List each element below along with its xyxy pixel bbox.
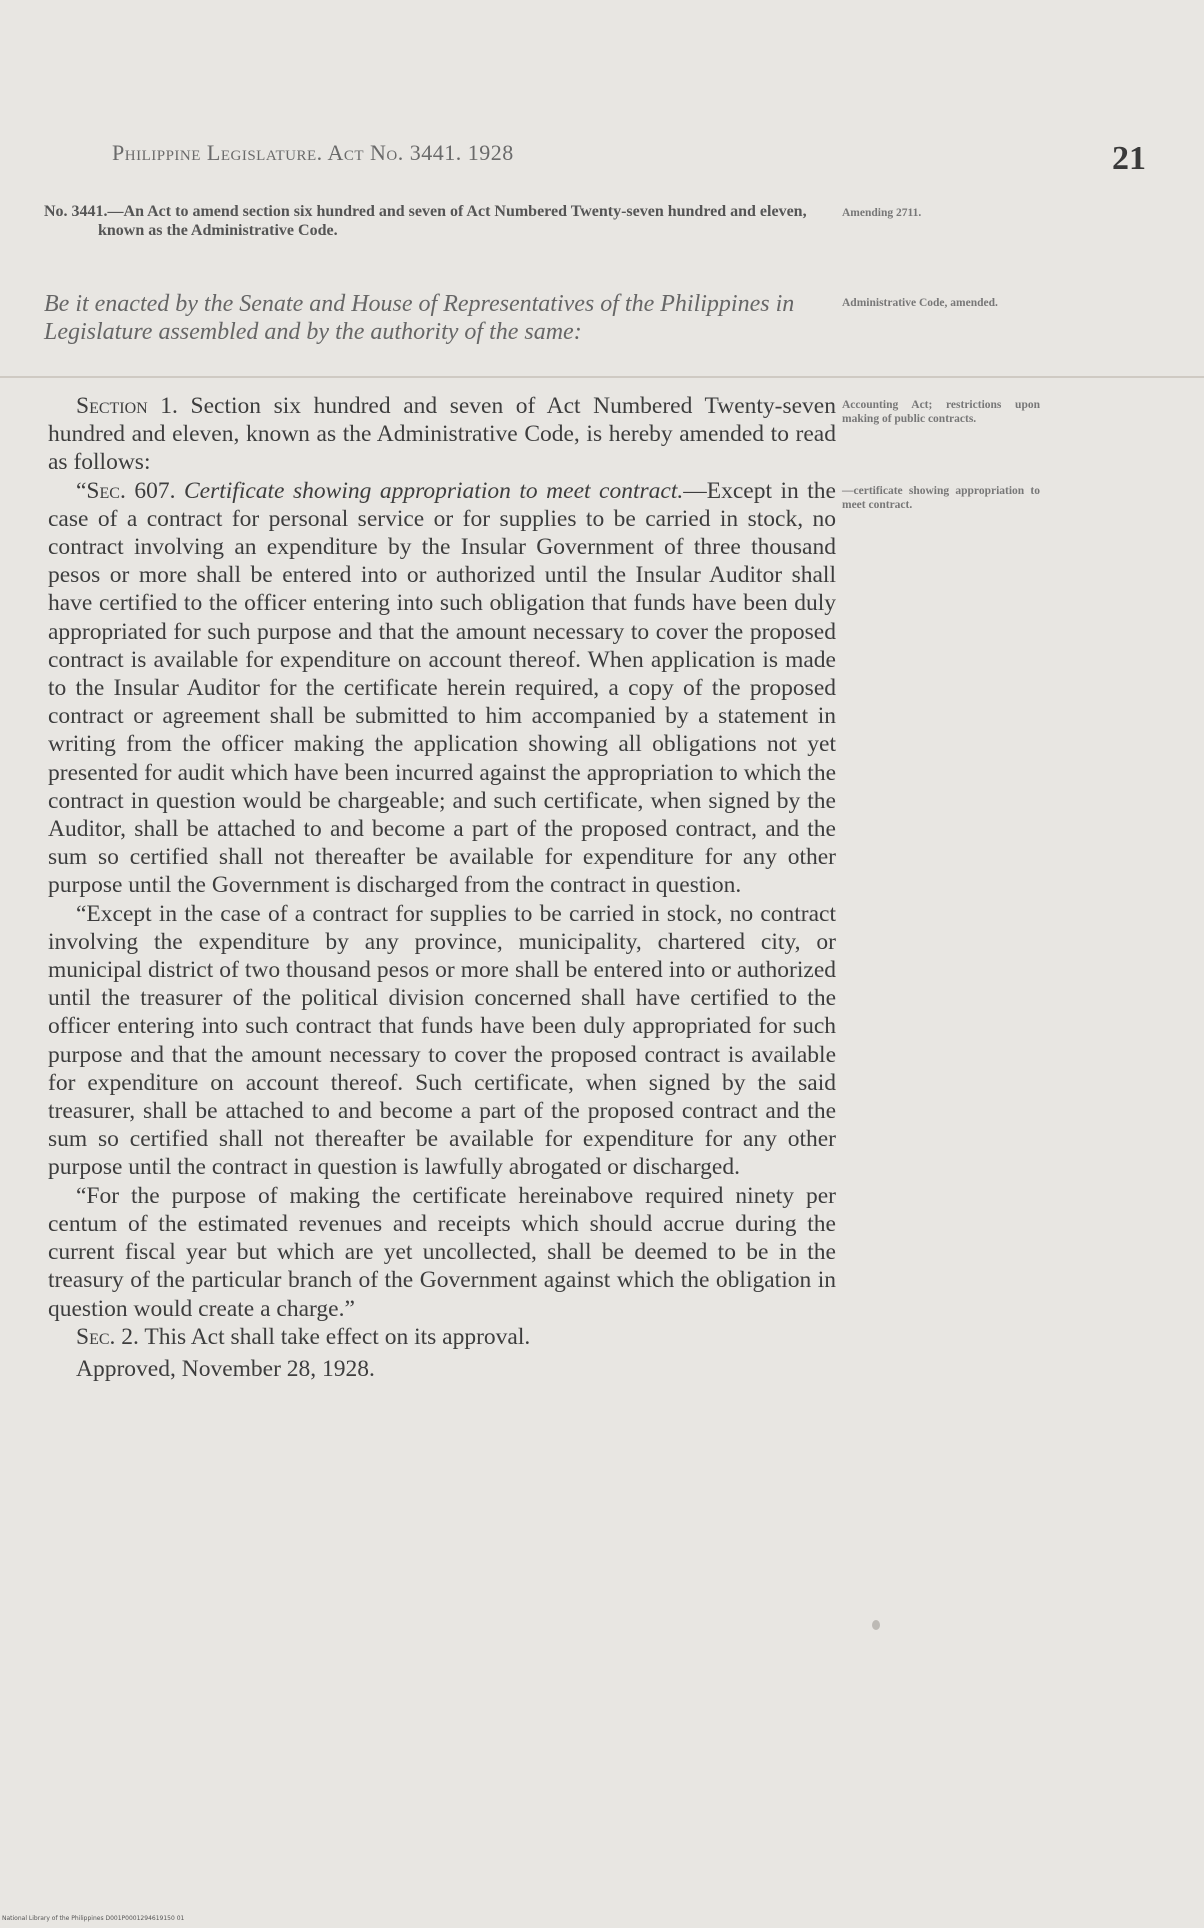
section-607-label: “Sec. 607. — [76, 477, 176, 504]
margin-note-amending: Amending 2711. — [842, 207, 922, 219]
page-number: 21 — [1112, 140, 1146, 177]
scan-footer: National Library of the Philippines D001P0001294619150 01 — [2, 1915, 185, 1922]
section-1 — [48, 392, 836, 477]
section-2 — [48, 1323, 836, 1351]
paragraph-2: “Except in the case of a contract for supplies to be carried in stock, no contract involving the expenditure by any province, municipality, chartered city, or municipal district of two thousand pesos or more shall be entered into or authorized until the treasurer of the political division concerned shall have certified to the officer entering into such contract that funds have been duly appropriated for such purpose and that the amount necessary to cover the proposed contract is available for expenditure on account thereof. Such certificate, when signed by the said treasurer, shall be attached to and become a part of the proposed contract and the sum so certified shall not thereafter be available for expenditure for any other purpose until the contract in question is lawfully abrogated or discharged. — [48, 900, 836, 1181]
section-2-text: This Act shall take effect on its approval. — [138, 1323, 531, 1350]
act-title — [44, 202, 834, 240]
section-607 — [48, 477, 836, 900]
margin-note-accounting-act: Accounting Act; restrictions upon making of public contracts. — [842, 399, 1040, 425]
paper-speck — [872, 1620, 880, 1630]
enacting-clause — [44, 290, 834, 346]
margin-note-administrative-code: Administrative Code, amended. — [842, 297, 998, 309]
act-body — [48, 392, 836, 1383]
section-1-label: Section 1. — [76, 393, 178, 419]
section-2-label: Sec. 2. — [76, 1323, 139, 1350]
paragraph-3: “For the purpose of making the certificate hereinabove required ninety per centum of the estimated revenues and receipts which should accrue during the current fiscal year but which are yet uncollected, shall be deemed to be in the treasury of the particular branch of the Government against which the obligation in question would create a charge.” — [48, 1182, 836, 1322]
section-607-text: —Except in the case of a contract for personal service or for supplies to be carried in stock, no contract involving an expenditure by the Insular Government of three thousand pesos or more shall be entered into or authorized until the Insular Auditor shall have certified to the officer entering into such obligation that funds have been duly appropriated for such purpose and that the amount necessary to cover the proposed contract is available for expenditure on account thereof. When application is made to the Insular Auditor for the certificate herein required, a copy of the proposed contract or agreement shall be submitted to him accompanied by a statement in writing from the officer making the application showing all obligations not yet presented for audit which have been incurred against the appropriation to which the contract in question would be chargeable; and such certificate, when signed by the Auditor, shall be attached to and become a part of the proposed contract, and the sum so certified shall not thereafter be available for expenditure for any other purpose until the Government is discharged from the contract in question. — [48, 477, 836, 899]
running-head: Philippine Legislature. Act No. 3441. 1928 — [112, 140, 514, 165]
margin-note-certificate: —certificate showing appropriation to meet contract. — [842, 485, 1040, 511]
enacting-clause-text: Be it enacted by the Senate and House of Representatives of the Philippines in Legislature assembled and by the authority of the same: — [44, 291, 795, 345]
approval-date: Approved, November 28, 1928. — [76, 1355, 375, 1382]
page-fold-line — [0, 376, 1204, 378]
act-title-text: No. 3441.—An Act to amend section six hundred and seven of Act Numbered Twenty-seven hundred and eleven, known as the Administrative Code. — [44, 203, 807, 239]
section-607-heading: Certificate showing appropriation to meet contract. — [175, 477, 684, 504]
section-1-text: Section six hundred and seven of Act Numbered Twenty-seven hundred and eleven, known as the Administrative Code, is hereby amended to read as follows: — [48, 393, 836, 476]
